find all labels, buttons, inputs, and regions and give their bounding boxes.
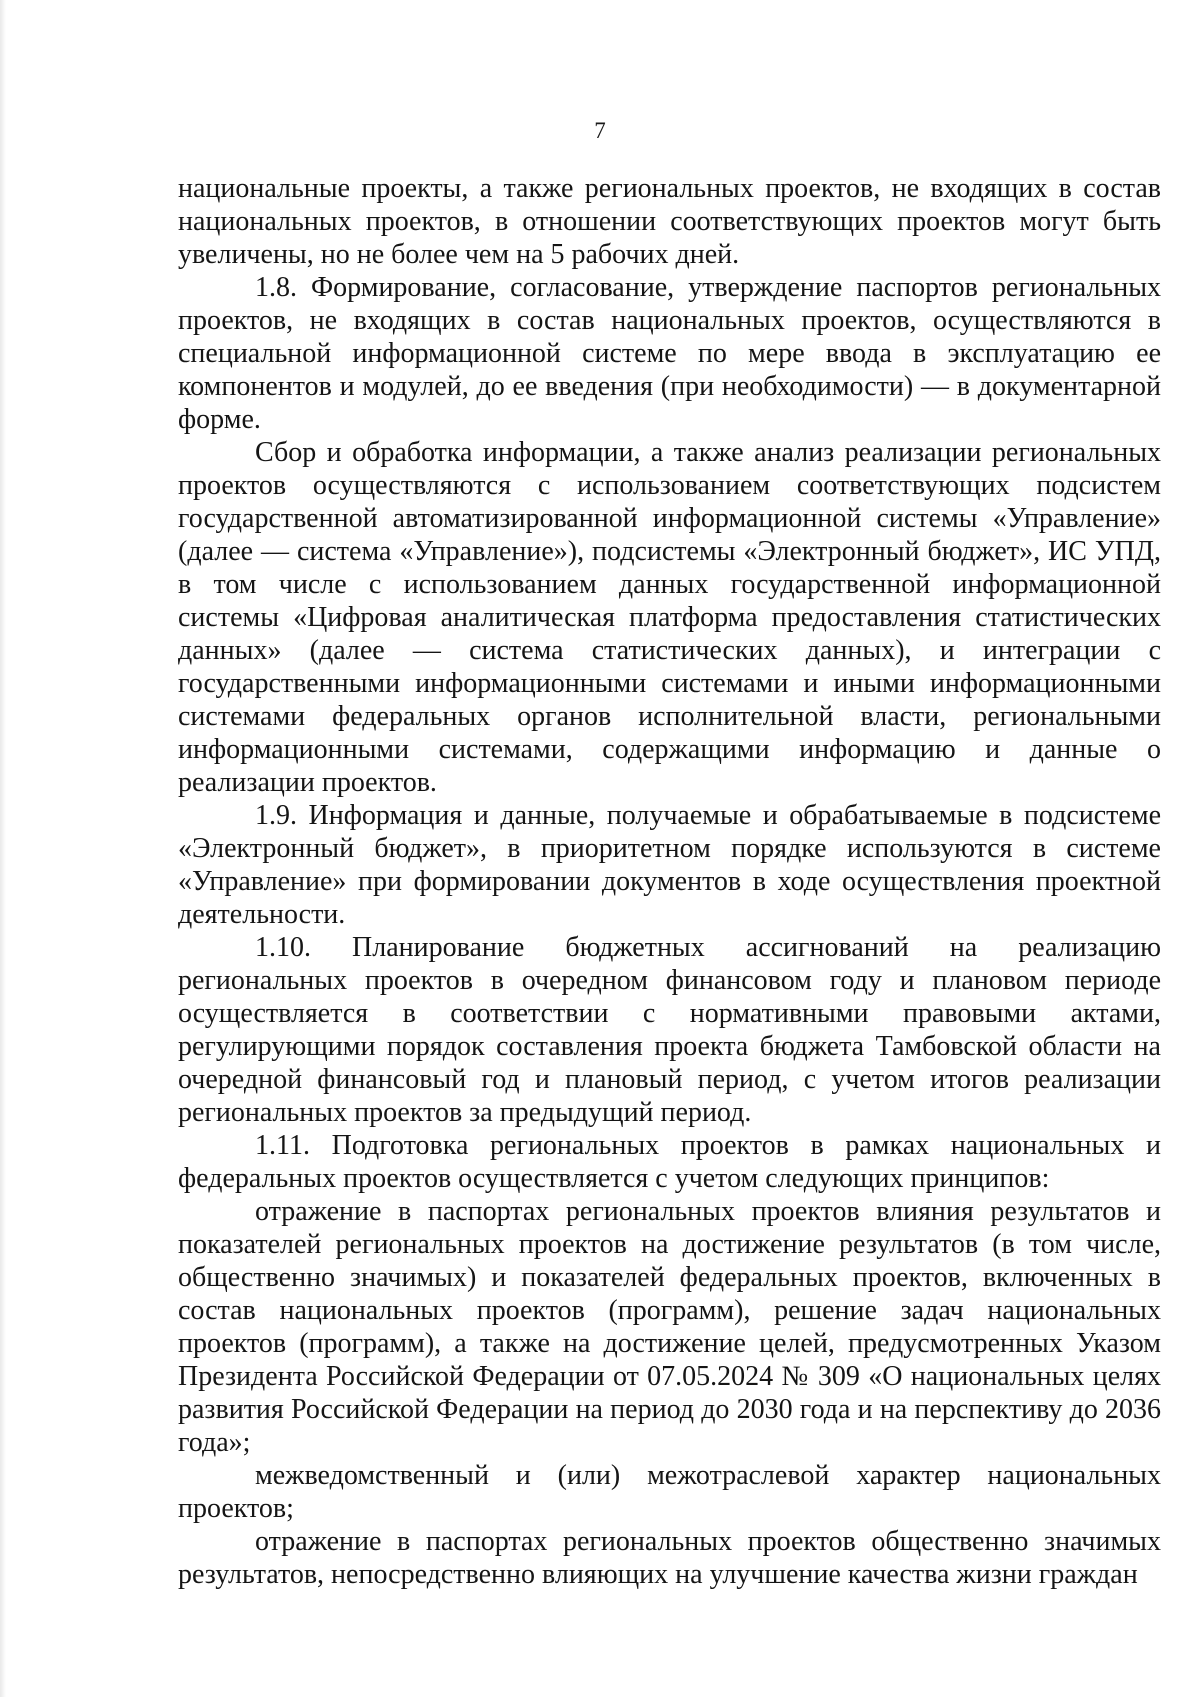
- principle-item: межведомственный и (или) межотраслевой характер национальных проектов;: [178, 1460, 1161, 1524]
- scan-edge: [0, 0, 6, 1697]
- paragraph-1-8: 1.8. Формирование, согласование, утверждение паспортов региональных проектов, не входящих в состав национальных проектов, осуществляются в специальной информационной системе по мере ввода в эксплуатацию ее компонентов и модулей, до ее введения (при необходимости) — в документарной форме.: [178, 272, 1161, 435]
- page-number: 7: [594, 118, 606, 143]
- paragraph-data-collection: Сбор и обработка информации, а также анализ реализации региональных проектов осуществляются с использованием соответствующих подсистем государственной автоматизированной информационной системы «Управление» (далее — система «Управление»), подсистемы «Электронный бюджет», ИС УПД, в том числе с использованием данных государственной информационной системы «Цифровая аналитическая платформа предоставления статистических данных» (далее — система статистических данных), и интеграции с государственными информационными системами и иными информационными системами федеральных органов исполнительной власти, региональными информационными системами, содержащими информацию и данные о реализации проектов.: [178, 437, 1161, 798]
- principle-item: отражение в паспортах региональных проектов влияния результатов и показателей региональных проектов на достижение результатов (в том числе, общественно значимых) и показателей федеральных проектов, включенных в состав национальных проектов (программ), решение задач национальных проектов (программ), а также на достижение целей, предусмотренных Указом Президента Российской Федерации от 07.05.2024 № 309 «О национальных целях развития Российской Федерации на период до 2030 года и на перспективу до 2036 года»;: [178, 1196, 1161, 1458]
- paragraph-continuation: национальные проекты, а также региональных проектов, не входящих в состав национальных проектов, в отношении соответствующих проектов могут быть увеличены, но не более чем на 5 рабочих дней.: [178, 173, 1161, 270]
- principle-item: отражение в паспортах региональных проектов общественно значимых результатов, непосредственно влияющих на улучшение качества жизни граждан: [178, 1526, 1161, 1590]
- paragraph-1-11: 1.11. Подготовка региональных проектов в рамках национальных и федеральных проектов осуществляется с учетом следующих принципов:: [178, 1130, 1161, 1194]
- paragraph-1-9: 1.9. Информация и данные, получаемые и обрабатываемые в подсистеме «Электронный бюджет», в приоритетном порядке используются в системе «Управление» при формировании документов в ходе осуществления проектной деятельности.: [178, 800, 1161, 930]
- document-body: [178, 172, 1161, 1591]
- paragraph-1-10: 1.10. Планирование бюджетных ассигнований на реализацию региональных проектов в очередном финансовом году и плановом периоде осуществляется в соответствии с нормативными правовыми актами, регулирующими порядок составления проекта бюджета Тамбовской области на очередной финансовый год и плановый период, с учетом итогов реализации региональных проектов за предыдущий период.: [178, 932, 1161, 1128]
